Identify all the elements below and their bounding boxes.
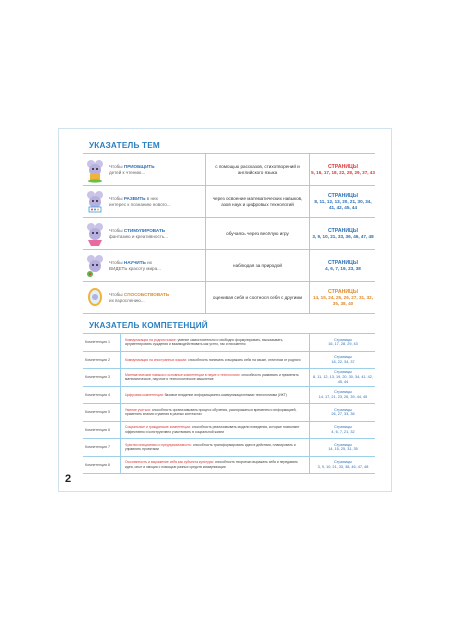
competency-description bbox=[122, 387, 310, 404]
competency-description bbox=[122, 369, 310, 386]
competency-row bbox=[83, 439, 375, 457]
pages-label: Страницы bbox=[334, 370, 352, 375]
competency-lead: Цифровая компетенция: bbox=[125, 392, 164, 397]
goal-prefix: Чтобы bbox=[109, 291, 124, 297]
topic-goal bbox=[109, 250, 206, 281]
competency-text: базовое владение информационно-коммуникационными технологиями (ИКТ) bbox=[163, 392, 287, 397]
goal-prefix: Чтобы bbox=[109, 259, 124, 265]
pages-label: Страницы bbox=[334, 407, 352, 412]
pages-list: 4, 6, 7, 21, 32 bbox=[331, 429, 355, 434]
topic-goal bbox=[109, 186, 206, 217]
goal-suffix: их bbox=[145, 259, 152, 265]
competency-description bbox=[122, 422, 310, 439]
competency-text: способность творчески выражать себя и передавать идеи, опыт и эмоции с помощью разных средств коммуникации bbox=[125, 460, 298, 469]
competency-name: Компетенция 5 bbox=[83, 404, 121, 421]
competency-description bbox=[122, 457, 310, 474]
mouse-with-paints-icon bbox=[83, 218, 107, 249]
topic-method: через освоение математических навыков, азов наук и цифровых технологий bbox=[206, 186, 310, 217]
competency-description bbox=[122, 439, 310, 456]
competency-row bbox=[83, 457, 375, 475]
pages-label: Страницы bbox=[334, 390, 352, 395]
goal-highlight: СТИМУЛИРОВАТЬ bbox=[123, 227, 166, 233]
topic-goal bbox=[109, 218, 206, 249]
mouse-with-book-icon bbox=[83, 154, 107, 185]
pages-list: 5, 16, 17, 18, 22, 28, 29, 37, 43 bbox=[311, 169, 375, 175]
competency-text: способность трансформировать идеи в действия, планировать и управлять проектами bbox=[125, 442, 296, 452]
competency-row bbox=[83, 333, 375, 352]
competency-text: способность организовывать процесс обучения, распоряжаться временем и информацией, применять знания и умения в разных контекстах bbox=[125, 407, 297, 417]
topic-method: с помощью рассказов, стихотворений и английского языка bbox=[206, 154, 310, 185]
competency-pages bbox=[311, 457, 375, 474]
topics-table bbox=[83, 153, 375, 314]
competency-lead: Коммуникация на родном языке: bbox=[125, 337, 177, 342]
competency-pages bbox=[311, 387, 375, 404]
goal-prefix: Чтобы bbox=[109, 195, 124, 201]
pages-label: Страницы bbox=[334, 442, 352, 447]
pages-label: Страницы bbox=[334, 425, 352, 430]
topic-method: оценивая себя и соотнося себя с другими bbox=[206, 282, 310, 313]
topic-goal bbox=[109, 154, 206, 185]
goal-suffix: в них bbox=[145, 195, 158, 201]
pages-list: 14, 17, 21, 23, 26, 39, 44, 45 bbox=[318, 394, 368, 399]
competency-text: умение самостоятельно и свободно формулировать, высказывать, аргументировать суждения и взаимодействовать как устно, так и письменно bbox=[125, 337, 284, 347]
pages-label: СТРАНИЦЫ bbox=[328, 192, 358, 199]
mouse-with-mirror-icon bbox=[83, 282, 107, 313]
pages-list: 16, 17, 28, 29, 43 bbox=[328, 342, 358, 347]
pages-label: Страницы bbox=[334, 337, 352, 342]
competencies-index-title: УКАЗАТЕЛЬ КОМПЕТЕНЦИЙ bbox=[89, 321, 208, 330]
pages-label: Страницы bbox=[334, 355, 352, 360]
pages-list: 4, 6, 7, 19, 23, 38 bbox=[325, 265, 361, 271]
topic-pages bbox=[311, 250, 375, 281]
competency-text: способность понимать и выражать себя на языке, отличном от родного bbox=[187, 357, 301, 362]
competency-name: Компетенция 8 bbox=[83, 457, 121, 474]
pages-label: СТРАНИЦЫ bbox=[328, 259, 358, 266]
topic-row bbox=[83, 250, 375, 282]
pages-list: 3, 9, 10, 21, 33, 38, 46, 47, 48 bbox=[317, 464, 369, 469]
topic-method: наблюдая за природой bbox=[206, 250, 310, 281]
competency-lead: Коммуникация на иностранных языках: bbox=[125, 357, 188, 362]
pages-list: 18, 22, 34, 37 bbox=[331, 359, 355, 364]
competency-name: Компетенция 6 bbox=[83, 422, 121, 439]
competency-row bbox=[83, 422, 375, 440]
competency-pages bbox=[311, 334, 375, 351]
competency-name: Компетенция 4 bbox=[83, 387, 121, 404]
competency-lead: Чувство инициативы и предприимчивость: bbox=[125, 442, 192, 447]
topic-row bbox=[83, 186, 375, 218]
topic-goal bbox=[109, 282, 206, 313]
topics-index-title: УКАЗАТЕЛЬ ТЕМ bbox=[89, 141, 160, 150]
competency-lead: Социальные и гражданские компетенции: bbox=[125, 425, 191, 430]
competency-pages bbox=[311, 404, 375, 421]
topic-row bbox=[83, 218, 375, 250]
goal-line2: фантазию и креативность... bbox=[109, 233, 169, 239]
pages-label: Страницы bbox=[334, 460, 352, 465]
pages-list: 26, 27, 33, 36 bbox=[331, 412, 355, 417]
goal-prefix: Чтобы bbox=[109, 163, 124, 169]
competency-lead: Математические навыки и основные компетенции в науке и технологиях: bbox=[125, 372, 241, 377]
pages-label: СТРАНИЦЫ bbox=[328, 288, 358, 295]
competency-lead: Умение учиться: bbox=[125, 407, 151, 412]
competency-description bbox=[122, 334, 310, 351]
topic-pages bbox=[311, 282, 375, 313]
pages-list: 3, 9, 10, 21, 33, 36, 46, 47, 48 bbox=[312, 233, 374, 239]
competencies-table bbox=[83, 333, 375, 474]
competency-text: способность развивать и применять математическое, научное и технологическое мышление bbox=[125, 372, 299, 382]
competency-row bbox=[83, 369, 375, 387]
pages-list: 8, 11, 12, 13, 19, 20, 30, 34, 41, 42, 45, 44 bbox=[313, 374, 373, 384]
pages-label: СТРАНИЦЫ bbox=[328, 227, 358, 234]
goal-highlight: ПРИОБЩИТЬ bbox=[123, 163, 155, 169]
competency-row bbox=[83, 387, 375, 405]
page-number: 2 bbox=[65, 473, 72, 485]
goal-line2: ВИДЕТЬ красоту мира... bbox=[109, 265, 161, 271]
goal-highlight: НАУЧИТЬ bbox=[123, 259, 146, 265]
goal-highlight: СПОСОБСТВОВАТЬ bbox=[123, 291, 170, 297]
competency-name: Компетенция 7 bbox=[83, 439, 121, 456]
competency-description bbox=[122, 404, 310, 421]
pages-list: 14, 15, 25, 31, 35 bbox=[328, 447, 358, 452]
competency-pages bbox=[311, 439, 375, 456]
topic-pages bbox=[311, 154, 375, 185]
competency-description bbox=[122, 352, 310, 369]
competency-text: способность реализовывать модели поведения, которые позволяют эффективно и конструктивно участвовать в социальной жизни bbox=[125, 425, 300, 434]
goal-line2: их взрослению... bbox=[109, 297, 145, 303]
competency-row bbox=[83, 352, 375, 370]
topic-row bbox=[83, 282, 375, 314]
pages-list: 14, 15, 24, 25, 26, 27, 31, 32, 35, 38, 40 bbox=[312, 294, 374, 306]
goal-highlight: РАЗВИТЬ bbox=[123, 195, 146, 201]
topic-pages bbox=[311, 186, 375, 217]
topic-pages bbox=[311, 218, 375, 249]
mouse-with-flower-icon bbox=[83, 250, 107, 281]
pages-list: 8, 11, 12, 13, 20, 21, 30, 34, 41, 42, 45, 44 bbox=[314, 198, 372, 210]
topic-method: обучаясь через весёлую игру bbox=[206, 218, 310, 249]
competency-pages bbox=[311, 352, 375, 369]
competency-pages bbox=[311, 422, 375, 439]
topic-row bbox=[83, 153, 375, 186]
competency-name: Компетенция 1 bbox=[83, 334, 121, 351]
goal-line2: детей к чтению... bbox=[109, 169, 146, 175]
competency-name: Компетенция 3 bbox=[83, 369, 121, 386]
goal-prefix: Чтобы bbox=[109, 227, 124, 233]
competency-row bbox=[83, 404, 375, 422]
competency-pages bbox=[311, 369, 375, 386]
book-page bbox=[58, 128, 392, 492]
mouse-with-abacus-icon bbox=[83, 186, 107, 217]
competency-name: Компетенция 2 bbox=[83, 352, 121, 369]
goal-line2: интерес к познанию нового... bbox=[109, 201, 171, 207]
competency-lead: Осознанность и выражение себя как субъекта культуры: bbox=[125, 460, 215, 465]
pages-label: СТРАНИЦЫ bbox=[328, 163, 358, 170]
